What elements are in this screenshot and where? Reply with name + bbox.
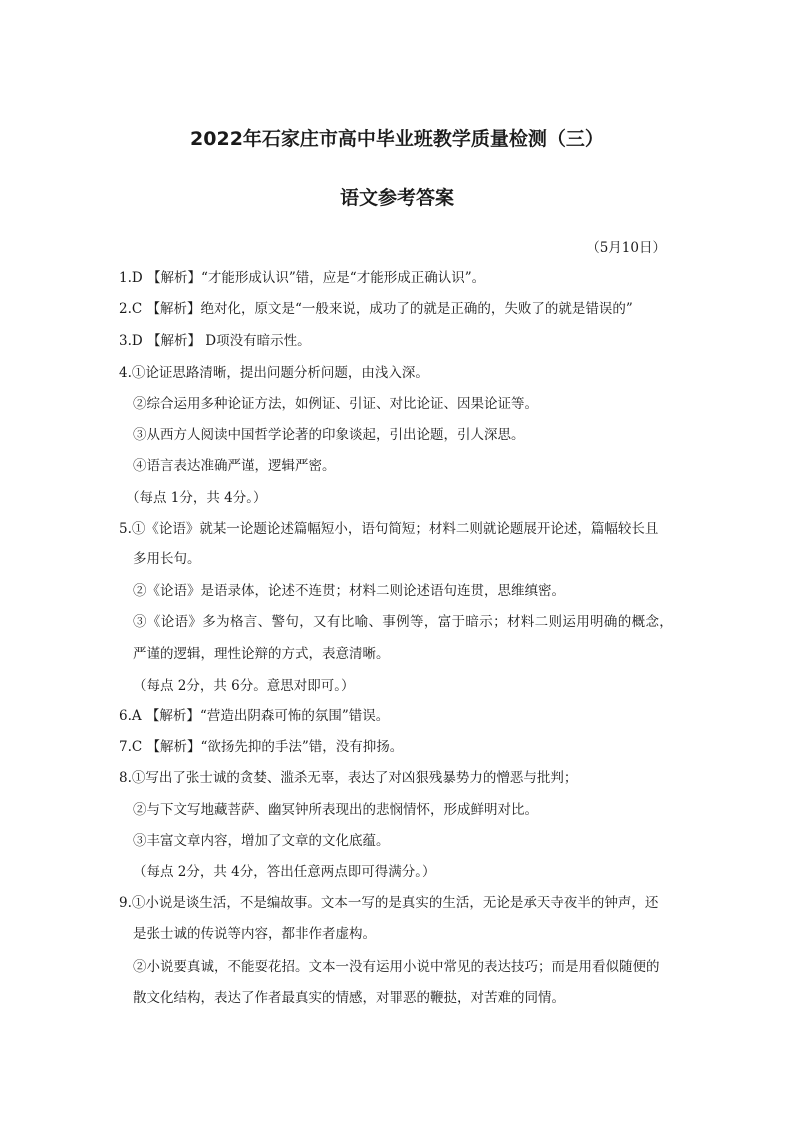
answer-line: 散文化结构，表达了作者最真实的情感，对罪恶的鞭挞，对苦难的同情。 bbox=[133, 990, 565, 1006]
document-subtitle: 语文参考答案 bbox=[339, 187, 454, 209]
answer-line: 是张士诚的传说等内容，都非作者虚构。 bbox=[133, 926, 376, 942]
answer-line: ③丰富文章内容，增加了文章的文化底蕴。 bbox=[133, 833, 390, 849]
answer-line: 9.①小说是谈生活，不是编故事。文本一写的是真实的生活，无论是承天寺夜半的钟声，还 bbox=[119, 895, 659, 911]
answer-line: （每点 1分，共 4分。） bbox=[126, 490, 267, 506]
answer-line: 4.①论证思路清晰，提出问题分析问题，由浅入深。 bbox=[119, 365, 429, 381]
answer-line: ②小说要真诚，不能耍花招。文本一没有运用小说中常见的表达技巧；而是用看似随便的 bbox=[133, 959, 660, 975]
answer-line: ②《论语》是语录体，论述不连贯；材料二则论述语句连贯，思维缜密。 bbox=[133, 583, 565, 599]
answer-line: 多用长句。 bbox=[133, 551, 201, 567]
answer-line: （每点 2分，共 4分，答出任意两点即可得满分。） bbox=[133, 864, 436, 880]
answer-line: 5.①《论语》就某一论题论述篇幅短小，语句简短；材料二则就论题展开论述，篇幅较长且 bbox=[119, 521, 659, 537]
answer-line: 1.D 【解析】“才能形成认识”错，应是“才能形成正确认识”。 bbox=[119, 270, 486, 286]
answer-line: （每点 2分，共 6分。意思对即可。） bbox=[133, 678, 355, 694]
answer-line: 7.C 【解析】“欲扬先抑的手法”错，没有抑扬。 bbox=[119, 739, 404, 755]
document-title: 2022年石家庄市高中毕业班教学质量检测（三） bbox=[190, 128, 604, 150]
answer-line: 2.C 【解析】绝对化，原文是“一般来说，成功了的就是正确的，失败了的就是错误的” bbox=[119, 301, 633, 317]
answer-line: ②综合运用多种论证方法，如例证、引证、对比论证、因果论证等。 bbox=[133, 396, 538, 412]
answer-line: ②与下文写地藏菩萨、幽冥钟所表现出的悲悯情怀，形成鲜明对比。 bbox=[133, 802, 538, 818]
answer-line: 8.①写出了张士诚的贪婪、滥杀无辜，表达了对凶狠残暴势力的憎恶与批判； bbox=[119, 770, 578, 786]
answer-line: 3.D 【解析】 D项没有暗示性。 bbox=[119, 333, 311, 349]
answer-line: 严谨的逻辑，理性论辩的方式，表意清晰。 bbox=[133, 646, 390, 662]
answer-line: ③从西方人阅读中国哲学论著的印象谈起，引出论题，引人深思。 bbox=[133, 427, 525, 443]
answer-line: ④语言表达准确严谨，逻辑严密。 bbox=[133, 458, 336, 474]
answer-line: 6.A 【解析】“营造出阴森可怖的氛围”错误。 bbox=[119, 708, 390, 724]
answer-line: ③《论语》多为格言、警句，又有比喻、事例等，富于暗示；材料二则运用明确的概念， bbox=[133, 614, 674, 630]
document-date: （5月10日） bbox=[586, 240, 666, 256]
